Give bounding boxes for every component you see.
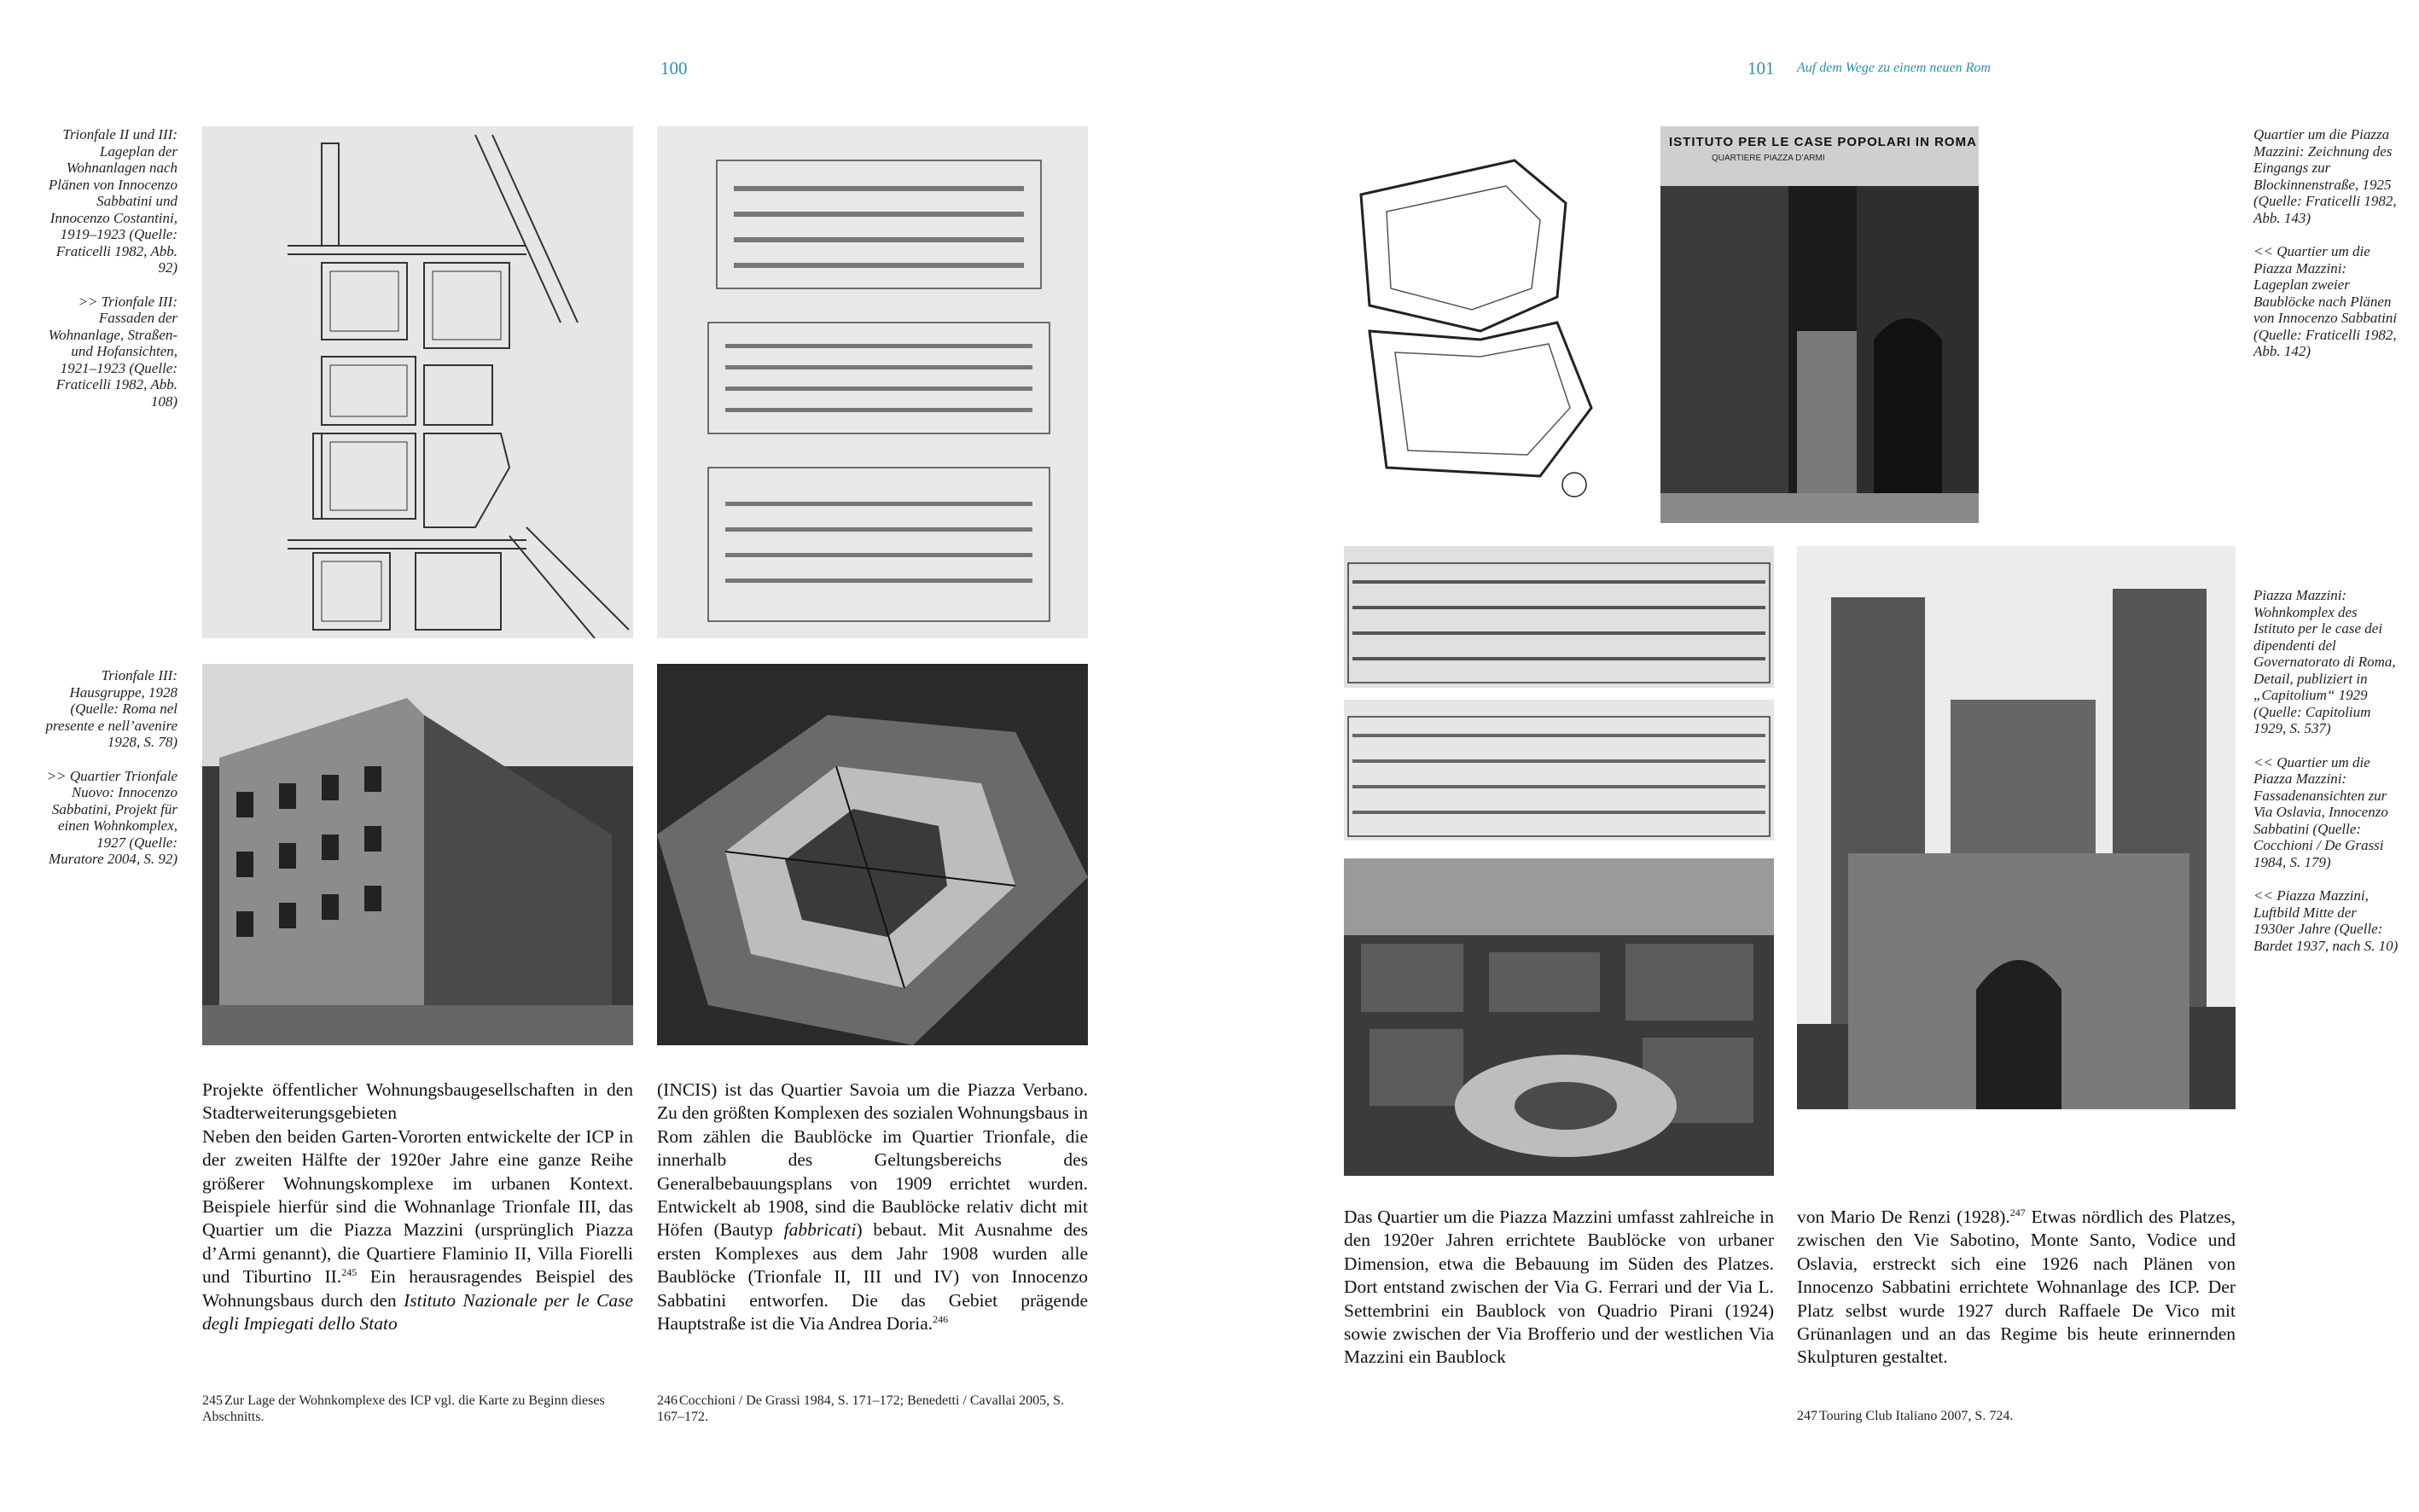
right-col1-paragraph: Das Quartier um die Piazza Mazzini umfasst zahlreiche in den 1920er Jahren errichtete Baublöcke von urbaner Dimension, etwa die Bebauung im Süden des Platzes. Dort entstand zwischen der Via G. Ferrari und der Via L. Settembrini ein Baublock von Quadrio Pirani (1924) sowie zwischen der Via Brofferio und der westlichen Via Mazzini ein Baublock (1344, 1207, 1774, 1368)
footnote-text: Touring Club Italiano 2007, S. 724. (1819, 1409, 2014, 1423)
section-heading: Projekte öffentlicher Wohnungsbaugesellschaften in den Stadterweiterungsgebieten (202, 1079, 633, 1124)
left-col1-text2: Ein herausragendes Beispiel des Wohnungsbaus durch den (202, 1266, 634, 1311)
caption-column-right-upper (2253, 126, 2399, 377)
right-col2-paragraph (1797, 1206, 2236, 1370)
caption-house-group: Trionfale III: Hausgruppe, 1928 (Quelle: Roma nel presente e nell’avenire 1928, S. 78) (45, 667, 177, 750)
caption-site-plan: Trionfale II und III: Lageplan der Wohnanlagen nach Plänen von Innocenzo Sabbatini und Innocenzo Costantini, 1919–1923 (Quelle: Fraticelli 1982, Abb. 92) (48, 126, 177, 276)
entrance-drawing-image (1660, 126, 1979, 523)
aerial-photo (1344, 858, 1774, 1176)
right-text-column-1 (1344, 1206, 1774, 1370)
site-plan-image (202, 126, 633, 638)
footnote-ref-246: 246 (933, 1312, 949, 1325)
block-plan-image (1344, 126, 1647, 523)
caption-column-left (43, 126, 177, 427)
footnote-number: 246 (657, 1393, 677, 1408)
caption-trionfale-nuovo: >> Quartier Trionfale Nuovo: Innocenzo Sabbatini, Projekt für einen Wohnkomplex, 1927 (Quelle: Muratore 2004, S. 92) (46, 767, 177, 867)
left-text-column-1 (202, 1079, 633, 1335)
facade-elevation-1 (1344, 546, 1774, 688)
footnote-text: Zur Lage der Wohnkomplexe des ICP vgl. die Karte zu Beginn dieses Abschnitts. (202, 1393, 605, 1424)
facade-elevation-2 (1344, 700, 1774, 840)
footnote-number: 245 (202, 1393, 223, 1408)
house-group-photo (202, 664, 633, 1045)
caption-entrance-drawing: Quartier um die Piazza Mazzini: Zeichnung des Eingangs zur Blockinnenstraße, 1925 (Quelle: Fraticelli 1982, Abb. 143) (2253, 126, 2397, 226)
footnote-number: 247 (1797, 1409, 1817, 1423)
left-col2-text-b: ) bebaut. Mit Ausnahme des ersten Komplexes aus dem Jahr 1908 wurden alle Baublöcke (Trionfale II, III und IV) von Innocenzo Sabbatini entworfen. Die das Gebiet prägende Hauptstraße ist die Via Andrea Doria. (657, 1219, 1088, 1335)
caption-column-right-lower (2253, 587, 2399, 971)
drawing-title: ISTITUTO PER LE CASE POPOLARI IN ROMA (1669, 135, 1977, 149)
left-col1-paragraph (202, 1125, 633, 1336)
right-text-column-2 (1797, 1206, 2236, 1370)
footnote-ref-247: 247 (2009, 1206, 2026, 1218)
caption-facade-elevations: << Quartier um die Piazza Mazzini: Fassadenansichten zur Via Oslavia, Innocenzo Sabbatini (Quelle: Cocchioni / De Grassi 1984, S. 179) (2253, 753, 2388, 870)
left-col2-italic: fabbricati (783, 1219, 857, 1241)
footnote-247 (1797, 1408, 2236, 1424)
caption-block-plan: << Quartier um die Piazza Mazzini: Lageplan zweier Baublöcke nach Plänen von Innocenzo Sabbatini (Quelle: Fraticelli 1982, Abb. 142) (2253, 243, 2398, 359)
footnote-ref-245: 245 (341, 1266, 358, 1279)
footnote-text: Cocchioni / De Grassi 1984, S. 171–172; Benedetti / Cavallai 2005, S. 167–172. (657, 1393, 1065, 1424)
trionfale-nuovo-drawing (657, 664, 1088, 1045)
right-col2-text-a: von Mario De Renzi (1928). (1797, 1207, 2010, 1227)
facades-drawing-image (657, 126, 1088, 638)
caption-facades: >> Trionfale III: Fassaden der Wohnanlage, Straßen- und Hofansichten, 1921–1923 (Quelle: Fraticelli 1982, Abb. 108) (48, 293, 177, 410)
caption-column-left-lower (43, 667, 177, 885)
right-col2-text-b: Etwas nördlich des Platzes, zwischen den Vie Sabotino, Monte Santo, Vodice und Oslavia, erstreckt sich eine 1926 nach Plänen von Innocenzo Sabbatini errichtete Wohnanlage des ICP. Der Platz selbst wurde 1927 durch Raffaele De Vico mit Grünanlagen und an das Regime bis heute erinnernden Skulpturen gestaltet. (1797, 1207, 2236, 1368)
page-number-left: 100 (660, 58, 688, 79)
footnote-245 (202, 1393, 633, 1425)
piazza-mazzini-photo (1797, 546, 2236, 1109)
running-title: Auf dem Wege zu einem neuen Rom (1797, 61, 1991, 75)
left-col1-italic: Istituto Nazionale per le Case degli Impiegati dello Stato (202, 1289, 634, 1335)
left-text-column-2 (657, 1079, 1088, 1335)
caption-piazza-mazzini-detail: Piazza Mazzini: Wohnkomplex des Istituto per le case dei dipendenti del Governatorato di Roma, Detail, publiziert in „Capitolium“ 1929 (Quelle: Capitolium 1929, S. 537) (2253, 587, 2396, 736)
drawing-subtitle: QUARTIERE PIAZZA D’ARMI (1712, 154, 1825, 163)
left-col1-text: Neben den beiden Garten-Vororten entwickelte der ICP in der zweiten Hälfte der 1920er Jahre eine ganze Reihe größerer Wohnungskomplexe im urbanen Kontext. Beispiele hierfür sind die Wohnanlage Trionfale III, das Quartier um die Piazza Mazzini (ursprünglich Piazza d’Armi genannt), die Quartiere Flaminio II, Villa Fiorelli und Tiburtino II. (202, 1125, 633, 1288)
left-col2-text-a: (INCIS) ist das Quartier Savoia um die Piazza Verbano. Zu den größten Komplexen des sozialen Wohnungsbaus in Rom zählen die Baublöcke im Quartier Trionfale, die innerhalb des Geltungsbereichs des Generalbebauungsplans von 1909 errichtet wurden. Entwickelt ab 1908, sind die Baublöcke relativ dicht mit Höfen (Bautyp (657, 1079, 1088, 1241)
page-number-right: 101 (1747, 58, 1775, 79)
left-col2-paragraph (657, 1079, 1088, 1335)
caption-aerial-photo: << Piazza Mazzini, Luftbild Mitte der 1930er Jahre (Quelle: Bardet 1937, nach S. 10) (2253, 887, 2399, 954)
footnote-246 (657, 1393, 1088, 1425)
